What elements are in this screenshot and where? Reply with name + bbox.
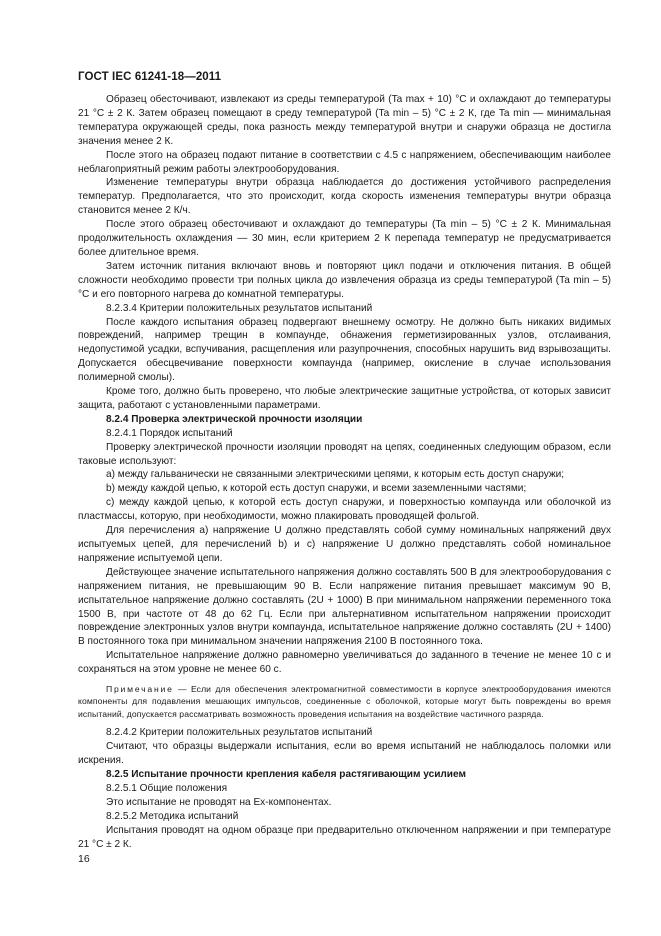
paragraph: Считают, что образцы выдержали испытания, если во время испытаний не наблюдалось поломки или искрения. xyxy=(78,741,611,767)
note-text: — Если для обеспечения электромагнитной совместимости в корпусе электрооборудования имеются компоненты для подавления мешающих импульсов, соединенные с оболочкой, которые могут быть повреждены во время испытаний, допускается рассматривать возможность проведения испытания на воздействие частичного разряда. xyxy=(78,684,611,719)
paragraph: Проверку электрической прочности изоляции проводят на цепях, соединенных следующим образом, если таковые используют: xyxy=(78,441,611,467)
paragraph: Действующее значение испытательного напряжения должно составлять 500 В для электрооборудования с напряжением питания, не превышающим 90 В. Если напряжение питания превышает максимум 90 В, испытательное напряжение должно составлять (2U + 1000) В при минимальном напряжении переменного тока 1500 В, при частоте от 48 до 62 Гц. Если при альтернативном испытательном напряжении происходит повреждение электронных узлов внутри компаунда, испытательное напряжение должно составлять (2U + 1400) В постоянного тока при минимальном значении напряжения 2100 В постоянного тока. xyxy=(78,566,611,648)
subsection-heading: 8.2.5.2 Методика испытаний xyxy=(106,810,239,822)
paragraph: Образец обесточивают, извлекают из среды температурой (Ta max + 10) °С и охлаждают до температуры 21 °С ± 2 К. Затем образец помещают в среду температурой (Ta min – 5) °С ± 2 К, где Ta min — минимальная температура окружающей среды, пока разность между температурой внутри и снаружи образца не достигла значения менее 2 К. xyxy=(78,94,611,147)
paragraph: Это испытание не проводят на Ех-компонентах. xyxy=(106,796,332,808)
paragraph: После этого образец обесточивают и охлаждают до температуры (Ta min – 5) °С ± 2 К. Минимальная продолжительность охлаждения — 30 мин, если критерием 2 К перепада температур не предусматривается более длительное время. xyxy=(78,219,611,258)
paragraph: Испытательное напряжение должно равномерно увеличиваться до заданного в течение не менее 10 с и сохраняться на этом уровне не менее 60 с. xyxy=(78,650,611,676)
list-item: с) между каждой цепью, к которой есть доступ снаружи, и поверхностью компаунда или оболочкой из пластмассы, которую, при необходимости, можно плакировать проводящей фольгой. xyxy=(78,497,611,523)
paragraph: Для перечисления а) напряжение U должно представлять собой сумму номинальных напряжений двух испытуемых цепей, для перечислений b) и с) напряжение U должно представлять собой номинальное напряжение испытуемой цепи. xyxy=(78,525,611,564)
list-item: b) между каждой цепью, к которой есть доступ снаружи, и всеми заземленными частями; xyxy=(106,483,527,495)
section-heading: 8.2.5 Испытание прочности крепления кабеля растягивающим усилием xyxy=(106,769,466,780)
document-header: ГОСТ IEC 61241-18—2011 xyxy=(78,71,222,83)
paragraph: Испытания проводят на одном образце при предварительно отключенном напряжении и при температуре 21 °С ± 2 К. xyxy=(78,824,611,850)
subsection-heading: 8.2.4.2 Критерии положительных результатов испытаний xyxy=(106,727,373,739)
paragraph: Затем источник питания включают вновь и повторяют цикл подачи и отключения питания. В общей сложности необходимо провести три полных цикла до извлечения образца из среды температурой (Ta min – 5) °С и его повторного нагрева до комнатной температуры. xyxy=(78,260,611,300)
note-label: Примечание xyxy=(106,684,174,695)
section-heading: 8.2.4 Проверка электрической прочности изоляции xyxy=(106,413,363,425)
paragraph: Кроме того, должно быть проверено, что любые электрические защитные устройства, от которых зависит защита, работают с установленными параметрами. xyxy=(78,386,611,411)
paragraph: После этого на образец подают питание в соответствии с 4.5 с напряжением, обеспечивающим наиболее неблагоприятный режим работы электрооборудования. xyxy=(78,149,611,175)
list-item: а) между гальванически не связанными электрическими цепями, к которым есть доступ снаружи; xyxy=(106,469,565,481)
subsection-heading: 8.2.3.4 Критерии положительных результатов испытаний xyxy=(106,302,373,314)
paragraph: Изменение температуры внутри образца наблюдается до достижения устойчивого распределения температур. Предполагается, что это происходит, когда скорость изменения температуры внутри образца становится менее 2 К/ч. xyxy=(78,177,611,217)
subsection-heading: 8.2.4.1 Порядок испытаний xyxy=(106,427,233,439)
paragraph: После каждого испытания образец подвергают внешнему осмотру. Не должно быть никаких видимых повреждений, например трещин в компаунде, обнажения герметизированных узлов, отслаивания, недопустимой усадки, вспучивания, расщепления или разупрочнения, способных нарушить вид взрывозащиты. Допускается обесцвечивание поверхности компаунда (например, окисление в случае использования полимерной смолы). xyxy=(78,316,611,384)
page-body xyxy=(78,93,611,851)
subsection-heading: 8.2.5.1 Общие положения xyxy=(106,782,228,794)
note xyxy=(78,683,611,720)
page-number: 16 xyxy=(78,853,90,865)
